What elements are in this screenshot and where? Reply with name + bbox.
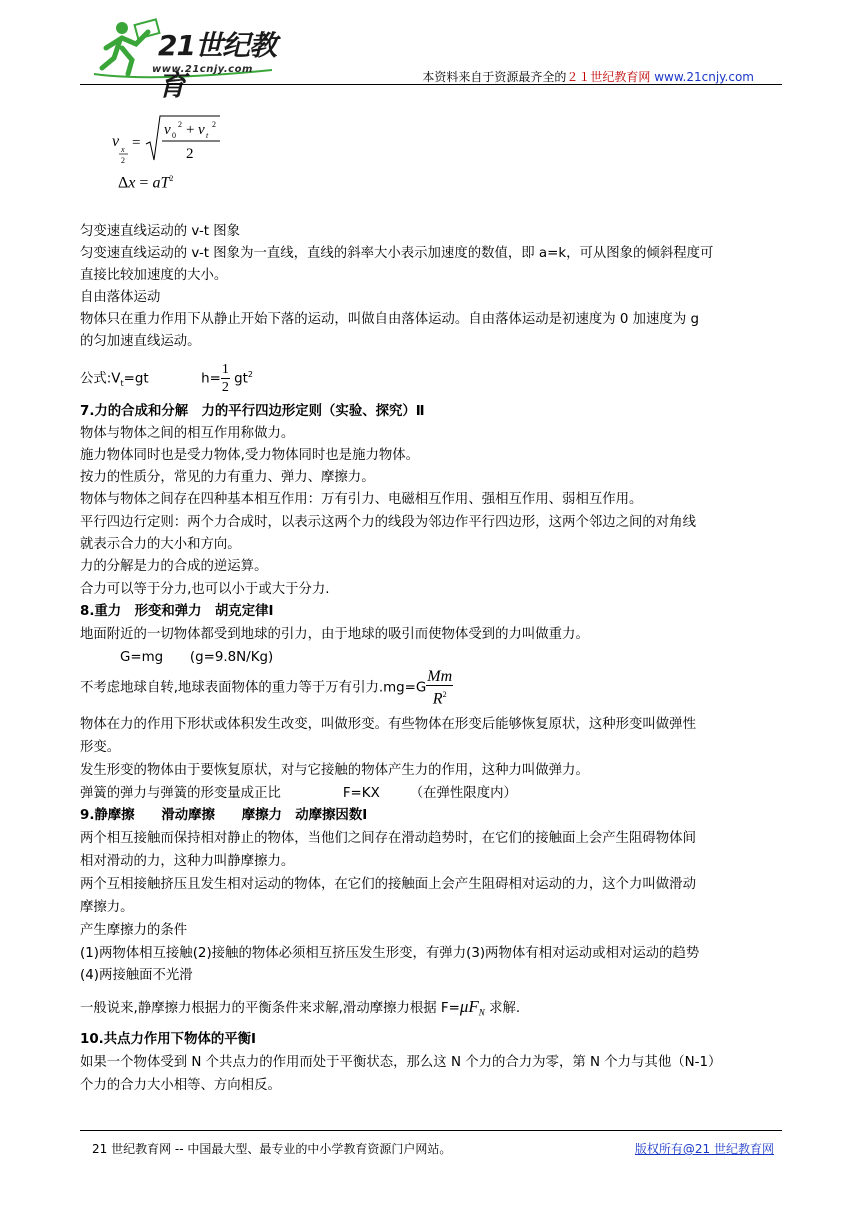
gravity-fraction: [426, 668, 453, 707]
footer-left-text: 21 世纪教育网 -- 中国最大型、最专业的中小学教育资源门户网站。: [92, 1142, 452, 1156]
friction-text: 一般说来,静摩擦力根据力的平衡条件来求解,滑动摩擦力根据 F=: [80, 1001, 460, 1016]
section-10-heading: 10.共点力作用下物体的平衡Ⅰ: [80, 1032, 256, 1047]
line-14: 力的分解是力的合成的逆运算。: [80, 559, 268, 574]
header-note-url[interactable]: www.21cnjy.com: [654, 70, 754, 84]
friction-mu-f: μF: [459, 997, 479, 1016]
logo-url: www.21cnjy.com: [152, 64, 253, 75]
line-3: 直接比较加速度的大小。: [80, 268, 228, 283]
formula-vt-rest: =gt: [123, 371, 149, 387]
header-note-site: ２１世纪教育网: [566, 70, 651, 84]
svg-text:t: t: [206, 131, 209, 140]
header-note: [422, 68, 754, 85]
gravity-den-sup: 2: [442, 690, 447, 699]
free-fall-formula: [80, 356, 253, 394]
line-26: 摩擦力。: [80, 900, 134, 915]
site-logo: [92, 18, 292, 102]
line-29: (4)两接触面不光滑: [80, 968, 193, 983]
formula-v-half-svg: [108, 110, 238, 170]
svg-text:0: 0: [172, 131, 176, 140]
svg-text:2: 2: [186, 146, 194, 162]
line-6: 的匀加速直线运动。: [80, 334, 201, 349]
line-5: 物体只在重力作用下从静止开始下落的运动，叫做自由落体运动。自由落体运动是初速度为 0 加速度为 g: [80, 312, 699, 327]
svg-text:v: v: [198, 122, 205, 138]
line-22: [80, 784, 517, 804]
line-23: 两个相互接触而保持相对静止的物体，当他们之间存在滑动趋势时，在它们的接触面上会产生阻碍物体间: [80, 831, 696, 846]
line-15: 合力可以等于分力,也可以小于或大于分力.: [80, 582, 330, 597]
svg-text:2: 2: [212, 120, 216, 129]
formula-h-gt: gt: [234, 371, 248, 387]
line-9: 施力物体同时也是受力物体,受力物体同时也是施力物体。: [80, 448, 420, 463]
friction-n-sub: N: [478, 1007, 485, 1018]
section-8-heading: 8.重力 形变和弹力 胡克定律Ⅰ: [80, 604, 274, 619]
hooke-text: 弹簧的弹力与弹簧的形变量成正比: [80, 786, 281, 801]
line-2: 匀变速直线运动的 v-t 图象为一直线，直线的斜率大小表示加速度的数值，即 a=k，可从图象的倾斜程度可: [80, 246, 714, 261]
formula-h-num: 1: [221, 361, 229, 377]
footer-copyright-link[interactable]: 版权所有@21 世纪教育网: [634, 1142, 774, 1156]
header-note-prefix: 本资料来自于资源最齐全的: [422, 70, 567, 84]
gravity-formula: [80, 668, 453, 708]
section-7-heading: 7.力的合成和分解 力的平行四边形定则（实验、探究）Ⅱ: [80, 404, 425, 419]
line-32: 个力的合力大小相等、方向相反。: [80, 1078, 281, 1093]
svg-text:v: v: [112, 133, 120, 150]
line-1: 匀变速直线运动的 v-t 图象: [80, 224, 241, 239]
line-25: 两个互相接触挤压且发生相对运动的物体，在它们的接触面上会产生阻碍相对运动的力，这个力叫做滑动: [80, 877, 696, 892]
header-rule: [80, 84, 782, 85]
section-9-heading: 9.静摩擦 滑动摩擦 摩擦力 动摩擦因数Ⅰ: [80, 808, 368, 823]
formula-h-sup: 2: [247, 370, 253, 379]
line-8: 物体与物体之间的相互作用称做力。: [80, 426, 295, 441]
svg-text:x: x: [121, 145, 125, 154]
line-27: 产生摩擦力的条件: [80, 923, 188, 938]
line-20: 形变。: [80, 740, 121, 755]
line-10: 按力的性质分，常见的力有重力、弹力、摩擦力。: [80, 470, 375, 485]
line-11: 物体与物体之间存在四种基本相互作用：万有引力、电磁相互作用、强相互作用、弱相互作用。: [80, 492, 643, 507]
line-16: 地面附近的一切物体都受到地球的引力，由于地球的吸引而使物体受到的力叫做重力。: [80, 627, 589, 642]
formula-h-prefix: h=: [201, 371, 221, 387]
svg-text:=: =: [132, 135, 141, 151]
line-21: 发生形变的物体由于要恢复原状，对与它接触的物体产生力的作用，这种力叫做弹力。: [80, 763, 589, 778]
line-13: 就表示合力的大小和方向。: [80, 537, 241, 552]
formula-delta-x: $\Delta x = aT^2$: [118, 174, 174, 192]
gravity-num: Mm: [427, 668, 453, 685]
formula-h-den: 2: [221, 379, 229, 395]
footer-rule: [80, 1130, 782, 1131]
line-17: G=mg (g=9.8N/Kg): [120, 650, 274, 665]
line-31: 如果一个物体受到 N 个共点力的作用而处于平衡状态，那么这 N 个力的合力为零，第 N 个力与其他（N-1）: [80, 1055, 722, 1070]
line-28: (1)两物体相互接触(2)接触的物体必须相互挤压发生形变，有弹力(3)两物体有相对运动或相对运动的趋势: [80, 946, 700, 961]
formula-v-half: [108, 110, 238, 170]
logo-title: 21世纪教育: [158, 29, 276, 102]
svg-text:2: 2: [121, 156, 125, 165]
svg-text:+: +: [186, 122, 195, 138]
line-19: 物体在力的作用下形状或体积发生改变，叫做形变。有些物体在形变后能够恢复原状，这种形变叫做弹性: [80, 717, 696, 732]
friction-tail: 求解.: [489, 1001, 521, 1016]
hooke-note: （在弹性限度内）: [409, 786, 517, 801]
friction-formula-line: [80, 994, 520, 1020]
gravity-text: 不考虑地球自转,地球表面物体的重力等于万有引力.mg=G: [80, 680, 427, 696]
formula-vt-prefix: 公式:V: [80, 371, 121, 387]
formula-h-fraction: [221, 361, 230, 396]
formula-vt-sub: t: [120, 379, 124, 389]
line-4: 自由落体运动: [80, 290, 161, 305]
line-12: 平行四边行定则：两个力合成时，以表示这两个力的线段为邻边作平行四边形，这两个邻边之间的对角线: [80, 515, 696, 530]
svg-text:2: 2: [178, 120, 182, 129]
line-24: 相对滑动的力，这种力叫静摩擦力。: [80, 854, 295, 869]
hooke-formula: F=KX: [342, 786, 380, 801]
svg-text:v: v: [164, 122, 171, 138]
gravity-den: R: [432, 690, 443, 708]
